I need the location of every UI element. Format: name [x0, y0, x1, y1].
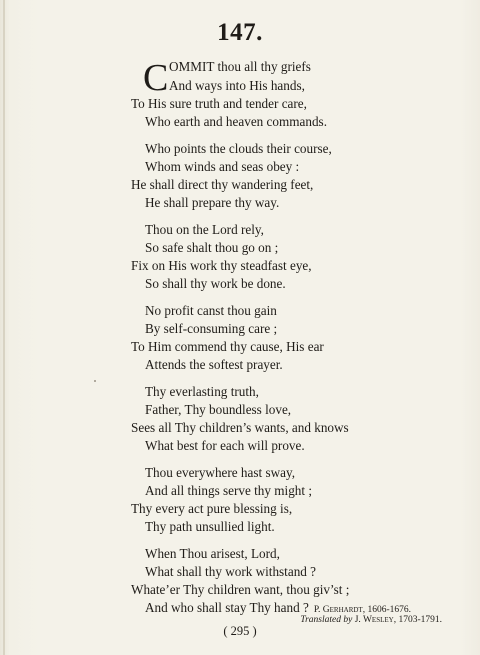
stanza-3-line-3: Fix on His work thy steadfast eye, [131, 258, 312, 273]
hymn-number: 147. [217, 19, 263, 46]
stanza-1-line-3: To His sure truth and tender care, [131, 96, 307, 111]
stanza-5-line-1: Thy everlasting truth, [145, 384, 259, 399]
stanza-2-line-1: Who points the clouds their course, [145, 141, 332, 156]
translator-name: J. Wesley, 1703-1791. [354, 615, 442, 625]
stanza-1-line-2: And ways into His hands, [169, 78, 305, 93]
stanza-6-line-3: Thy every act pure blessing is, [131, 501, 293, 516]
first-line: OMMIT thou all thy griefs [169, 59, 311, 74]
stanza-2-line-3: He shall direct thy wandering feet, [131, 177, 314, 192]
stanza-6-line-4: Thy path unsullied light. [145, 519, 275, 534]
stanza-4-line-1: No profit canst thou gain [145, 303, 277, 318]
stanza-7-line-1: When Thou arisest, Lord, [145, 546, 280, 561]
drop-cap: C [143, 57, 169, 99]
stanza-5-line-3: Sees all Thy children’s wants, and knows [131, 420, 349, 435]
stanza-6-line-2: And all things serve thy might ; [145, 483, 313, 498]
stanza-5-line-2: Father, Thy boundless love, [145, 402, 292, 417]
stanza-7-line-4: And who shall stay Thy hand ? [145, 600, 309, 615]
translator-prefix: Translated by [300, 615, 353, 625]
stanza-7-line-3: Whate’er Thy children want, thou giv’st ; [131, 582, 350, 597]
stanza-3-line-4: So shall thy work be done. [145, 276, 286, 291]
stanza-7-line-2: What shall thy work withstand ? [145, 564, 317, 579]
stanza-4-line-3: To Him commend thy cause, His ear [131, 339, 324, 354]
stanza-3-line-1: Thou on the Lord rely, [145, 222, 264, 237]
stanza-4-line-2: By self-consuming care ; [145, 321, 278, 336]
paper-speck [94, 380, 96, 382]
stanza-5-line-4: What best for each will prove. [145, 438, 305, 453]
stanza-3-line-2: So safe shalt thou go on ; [145, 240, 279, 255]
stanza-2-line-2: Whom winds and seas obey : [145, 159, 300, 174]
stanza-4-line-4: Attends the softest prayer. [145, 357, 283, 372]
stanza-2-line-4: He shall prepare thy way. [145, 195, 280, 210]
stanza-6-line-1: Thou everywhere hast sway, [145, 465, 296, 480]
stanza-1-line-4: Who earth and heaven commands. [145, 114, 327, 129]
author-attribution: P. Gerhardt, 1606-1676. [313, 605, 411, 615]
page-number: ( 295 ) [223, 624, 257, 638]
page-edge [3, 0, 5, 655]
